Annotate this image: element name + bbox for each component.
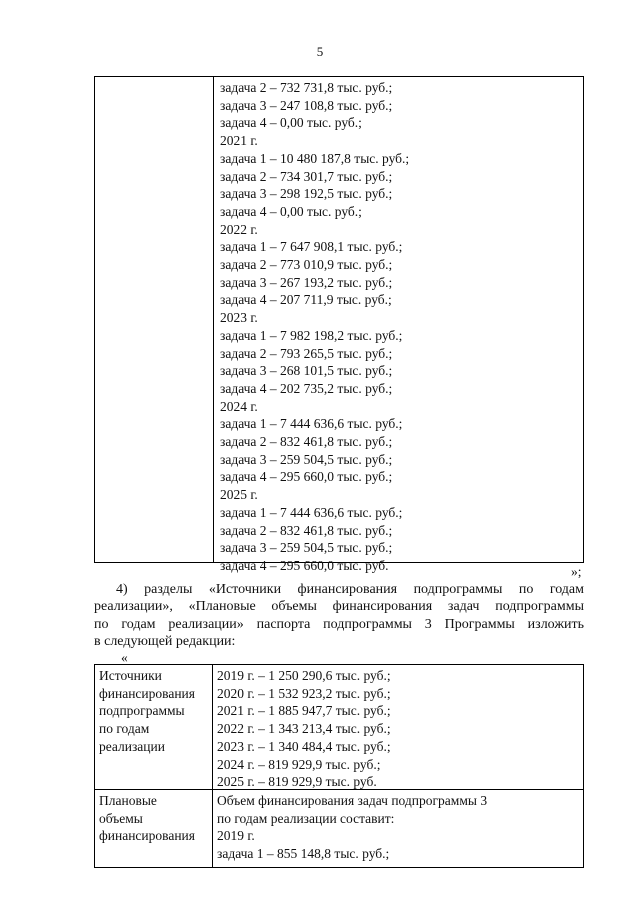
table-line: 2025 г.	[220, 487, 258, 503]
table-line: задача 4 – 0,00 тыс. руб.;	[220, 115, 362, 131]
table-line: задача 2 – 793 265,5 тыс. руб.;	[220, 345, 393, 361]
table-line: 2022 г.	[220, 221, 258, 237]
table-line: задача 4 – 295 660,0 тыс. руб.	[220, 557, 389, 573]
table-line: задача 3 – 298 192,5 тыс. руб.;	[220, 186, 393, 202]
table-line: задача 4 – 295 660,0 тыс. руб.;	[220, 469, 393, 485]
table-line: задача 2 – 734 301,7 тыс. руб.;	[220, 168, 393, 184]
table-line: задача 3 – 247 108,8 тыс. руб.;	[220, 97, 393, 113]
value-line: по годам реализации составит:	[217, 810, 395, 826]
paragraph-line: в следующей редакции:	[94, 634, 236, 650]
planned-volumes-label	[99, 792, 195, 845]
page-number: 5	[316, 44, 324, 59]
paragraph-line: по годам реализации» паспорта подпрограммы 3 Программы изложить	[94, 616, 584, 632]
value-line: 2019 г.	[217, 828, 255, 844]
label-line: финансирования	[99, 685, 195, 701]
table-column-divider	[212, 665, 213, 867]
table-line: задача 1 – 7 444 636,6 тыс. руб.;	[220, 416, 403, 432]
value-line: 2023 г. – 1 340 484,4 тыс. руб.;	[217, 738, 391, 754]
table-line: задача 3 – 259 504,5 тыс. руб.;	[220, 540, 393, 556]
value-line: 2022 г. – 1 343 213,4 тыс. руб.;	[217, 721, 391, 737]
table-line: задача 1 – 7 444 636,6 тыс. руб.;	[220, 504, 403, 520]
table-right-cell	[220, 79, 409, 575]
paragraph-line: реализации», «Плановые объемы финансирования задач подпрограммы	[94, 599, 584, 615]
table-line: задача 2 – 773 010,9 тыс. руб.;	[220, 257, 393, 273]
table-line: 2021 г.	[220, 133, 258, 149]
label-line: объемы	[99, 810, 143, 826]
value-line: 2021 г. – 1 885 947,7 тыс. руб.;	[217, 703, 391, 719]
paragraph-line: 4) разделы «Источники финансирования подпрограммы по годам	[116, 582, 584, 597]
table-column-divider	[213, 77, 214, 562]
table-line: задача 4 – 202 735,2 тыс. руб.;	[220, 380, 393, 396]
label-line: Плановые	[99, 793, 157, 808]
table-line: задача 4 – 0,00 тыс. руб.;	[220, 203, 362, 219]
table-line: задача 1 – 10 480 187,8 тыс. руб.;	[220, 150, 410, 166]
value-line: 2019 г. – 1 250 290,6 тыс. руб.;	[217, 668, 391, 683]
table-line: задача 3 – 268 101,5 тыс. руб.;	[220, 363, 393, 379]
value-line: 2024 г. – 819 929,9 тыс. руб.;	[217, 756, 381, 772]
table-line: задача 3 – 259 504,5 тыс. руб.;	[220, 451, 393, 467]
table-line: задача 2 – 832 461,8 тыс. руб.;	[220, 434, 393, 450]
label-line: подпрограммы	[99, 703, 185, 719]
label-line: по годам	[99, 721, 150, 737]
planned-volumes-values	[217, 792, 487, 863]
label-line: реализации	[99, 738, 165, 754]
label-line: Источники	[99, 668, 162, 683]
table-line: задача 1 – 7 982 198,2 тыс. руб.;	[220, 327, 403, 343]
funding-tasks-table-continued	[94, 76, 584, 573]
value-line: Объем финансирования задач подпрограммы 3	[217, 793, 488, 808]
opening-quote-mark: «	[121, 650, 128, 665]
table-line: 2024 г.	[220, 398, 258, 414]
label-line: финансирования	[99, 828, 195, 844]
value-line: 2025 г. – 819 929,9 тыс. руб.	[217, 774, 377, 790]
value-line: 2020 г. – 1 532 923,2 тыс. руб.;	[217, 685, 391, 701]
funding-sources-values	[217, 667, 391, 791]
subprogram-funding-table	[94, 664, 584, 868]
funding-sources-label	[99, 667, 195, 756]
table-line: задача 1 – 7 647 908,1 тыс. руб.;	[220, 239, 403, 255]
table-line: задача 2 – 832 461,8 тыс. руб.;	[220, 522, 393, 538]
amendment-paragraph	[94, 581, 584, 651]
table-line: задача 3 – 267 193,2 тыс. руб.;	[220, 274, 393, 290]
table-line: задача 2 – 732 731,8 тыс. руб.;	[220, 80, 393, 95]
value-line: задача 1 – 855 148,8 тыс. руб.;	[217, 846, 390, 862]
table-line: задача 4 – 207 711,9 тыс. руб.;	[220, 292, 392, 308]
closing-quote-mark: »;	[571, 564, 582, 579]
table-line: 2023 г.	[220, 310, 258, 326]
